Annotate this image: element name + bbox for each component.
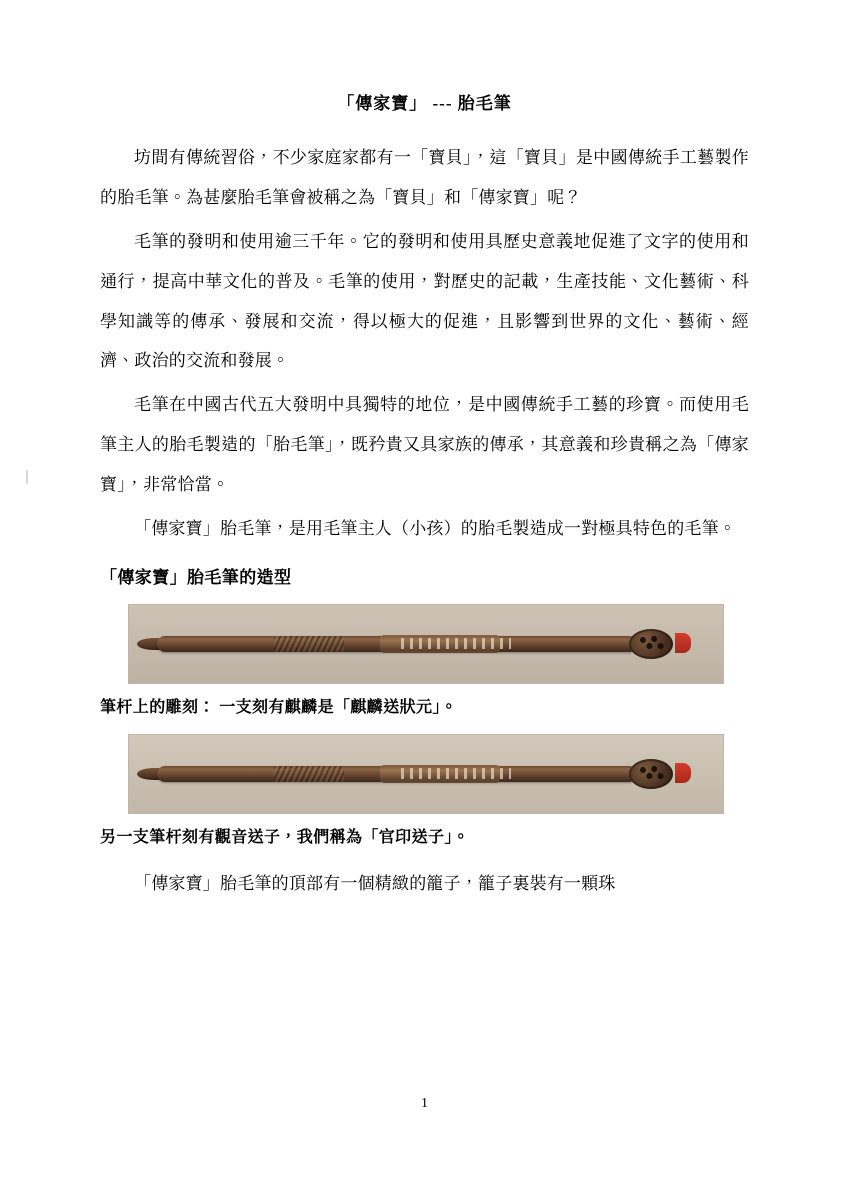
brush-inscription — [401, 768, 511, 779]
section-heading: 「傳家寶」胎毛筆的造型 — [100, 568, 292, 588]
paragraph-4: 「傳家寶」胎毛筆，是用毛筆主人（小孩）的胎毛製造成一對極具特色的毛筆。 — [134, 519, 736, 539]
brush-carving — [274, 766, 344, 782]
brush-inscription — [401, 638, 511, 649]
paragraph-3: 毛筆在中國古代五大發明中具獨特的地位，是中國傳統手工藝的珍寶。而使用毛筆主人的胎毛製造的「胎毛筆」，既矜貴又具家族的傳承，其意義和珍貴稱之為「傳家寶」，非常恰當。 — [100, 395, 749, 495]
brush-tassel — [675, 633, 691, 653]
figure-one-caption: 筆杆上的雕刻： 一支刻有麒麟是「麒麟送狀元」。 — [100, 698, 458, 716]
brush-image-guanyin — [128, 734, 724, 814]
brush-cage — [629, 759, 673, 789]
brush-illustration — [157, 631, 687, 657]
brush-carving — [274, 636, 344, 652]
paragraph-2: 毛筆的發明和使用逾三千年。它的發明和使用具歷史意義地促進了文字的使用和通行，提高中華文化的普及。毛筆的使用，對歷史的記載，生產技能、文化藝術、科學知識等的傳承、發展和交流，得以極大的促進，且影響到世界的文化、藝術、經濟、政治的交流和發展。 — [100, 231, 749, 371]
paragraph-1: 坊間有傳統習俗，不少家庭家都有一「寶貝」，這「寶貝」是中國傳統手工藝製作的胎毛筆。為甚麼胎毛筆會被稱之為「寶貝」和「傳家寶」呢？ — [100, 147, 749, 207]
figure-two-caption: 另一支筆杆刻有觀音送子，我們稱為「官印送子」。 — [100, 828, 470, 846]
page-number: 1 — [421, 1096, 428, 1111]
page-edge-mark — [26, 470, 28, 484]
closing-paragraph: 「傳家寶」胎毛筆的頂部有一個精緻的籠子，籠子裏裝有一顆珠 — [134, 873, 616, 893]
brush-tassel — [675, 763, 691, 783]
brush-cage — [629, 629, 673, 659]
page-title: 「傳家寶」 --- 胎毛筆 — [337, 94, 512, 113]
brush-image-qilin — [128, 604, 724, 684]
brush-illustration — [157, 761, 687, 787]
